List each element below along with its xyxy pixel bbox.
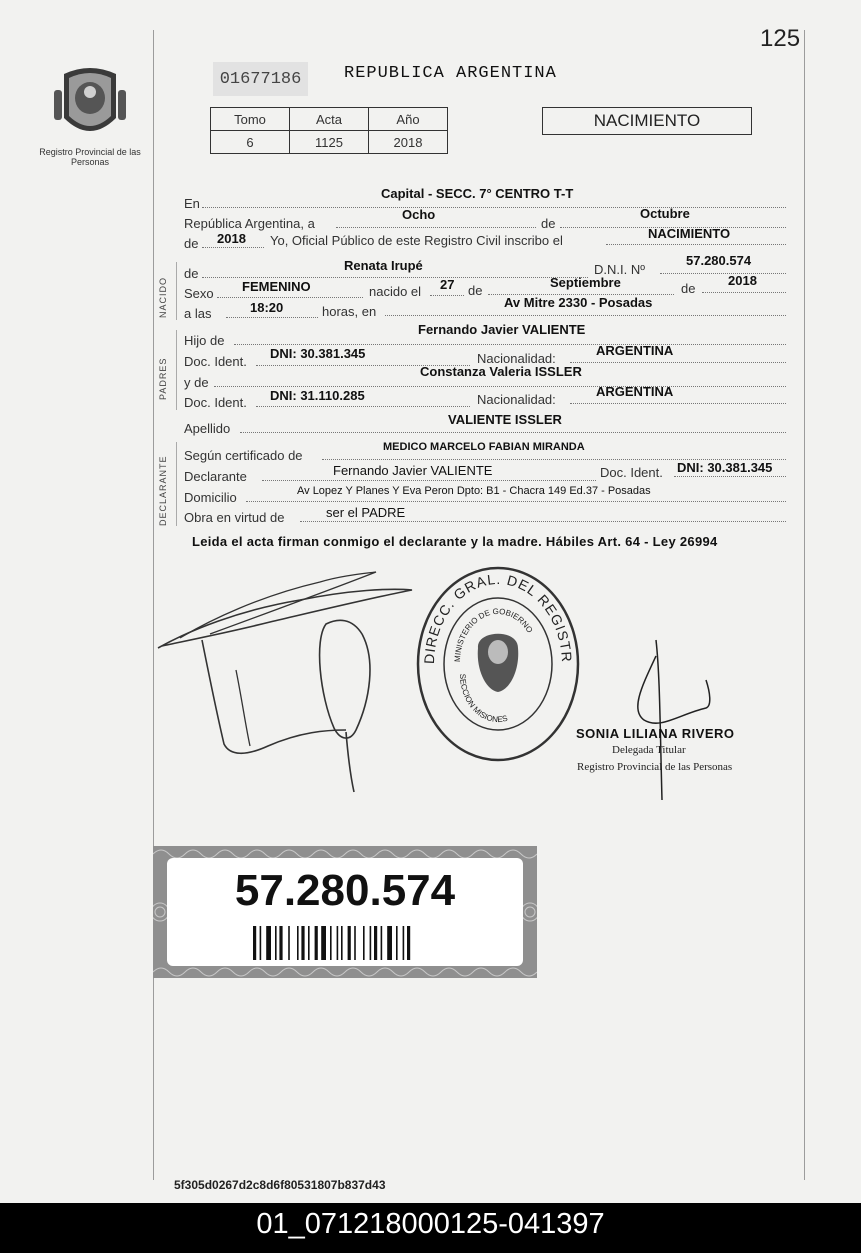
registrar-org: Registro Provincial de las Personas <box>577 761 733 773</box>
label-republica: República Argentina, a <box>184 216 315 231</box>
value-sexo: FEMENINO <box>242 279 311 294</box>
label-domicilio: Domicilio <box>184 490 237 505</box>
label-segun-certificado: Según certificado de <box>184 448 303 463</box>
value-mes-nacimiento: Septiembre <box>550 275 621 290</box>
record-table-header: Año <box>369 108 448 131</box>
label-de: de <box>184 266 199 281</box>
section-bracket <box>176 262 177 320</box>
value-madre-doc: DNI: 31.110.285 <box>270 388 365 403</box>
value-mes: Octubre <box>640 206 690 221</box>
dotted-line <box>430 295 464 296</box>
value-lugar: Capital - SECC. 7° CENTRO T-T <box>381 186 574 201</box>
dotted-line <box>226 317 318 318</box>
value-anio: 2018 <box>217 231 246 246</box>
seal-inner-top-text: MINISTERIO DE GOBIERNO <box>452 606 535 663</box>
label-de: de <box>468 283 483 298</box>
declarant-signature <box>150 560 450 800</box>
value-madre: Constanza Valeria ISSLER <box>420 364 582 379</box>
value-certificado: MEDICO MARCELO FABIAN MIRANDA <box>383 441 585 453</box>
dotted-line <box>570 362 786 363</box>
dotted-line <box>570 403 786 404</box>
record-type-box: NACIMIENTO <box>542 107 752 135</box>
dni-card-number: 57.280.574 <box>234 866 456 915</box>
dotted-line <box>217 297 363 298</box>
label-horas-en: horas, en <box>322 304 377 319</box>
dotted-line <box>214 386 786 387</box>
section-bracket <box>176 442 177 526</box>
value-padre: Fernando Javier VALIENTE <box>418 322 586 337</box>
barcode <box>253 926 459 960</box>
footer-code: 01_071218000125-041397 <box>256 1208 605 1240</box>
record-table-header: Tomo <box>211 108 290 131</box>
value-dia: Ocho <box>402 207 436 222</box>
dotted-line <box>246 501 786 502</box>
registrar-name: SONIA LILIANA RIVERO <box>576 726 735 741</box>
label-en: En <box>184 196 200 211</box>
seal-outer-text: DIRECC. GRAL. DEL REGISTR <box>420 570 576 665</box>
section-label-declarante: DECLARANTE <box>158 455 168 526</box>
value-apellido: VALIENTE ISSLER <box>448 412 562 427</box>
record-table-cell: 1125 <box>290 131 369 154</box>
label-de: de <box>184 236 199 251</box>
dotted-line <box>202 277 588 278</box>
country-title: REPUBLICA ARGENTINA <box>344 64 557 83</box>
label-hijo-de: Hijo de <box>184 333 225 348</box>
official-seal <box>416 566 580 762</box>
dotted-line <box>336 227 536 228</box>
dotted-line <box>256 406 470 407</box>
label-dni: D.N.I. Nº <box>594 262 645 277</box>
dotted-line <box>660 273 786 274</box>
dotted-line <box>234 344 786 345</box>
value-lugar-nacimiento: Av Mitre 2330 - Posadas <box>504 295 653 310</box>
label-declarante: Declarante <box>184 469 247 484</box>
value-nombre: Renata Irupé <box>344 258 423 273</box>
value-virtud: ser el PADRE <box>326 505 406 520</box>
label-a-las: a las <box>184 306 212 321</box>
value-dia-nacimiento: 27 <box>440 277 455 292</box>
value-padre-nacionalidad: ARGENTINA <box>596 343 674 358</box>
registrar-signature <box>620 636 720 800</box>
label-doc-ident: Doc. Ident. <box>600 465 663 480</box>
label-sexo: Sexo <box>184 286 214 301</box>
dotted-line <box>674 476 786 477</box>
dotted-line <box>202 247 264 248</box>
label-apellido: Apellido <box>184 421 231 436</box>
dotted-line <box>202 207 786 208</box>
label-de: de <box>681 281 696 296</box>
label-nacido-el: nacido el <box>369 284 422 299</box>
dni-barcode-card <box>153 846 537 978</box>
registrar-role: Delegada Titular <box>612 744 686 756</box>
dotted-line <box>262 480 596 481</box>
value-padre-doc: DNI: 30.381.345 <box>270 346 366 361</box>
label-nacionalidad: Nacionalidad: <box>477 351 556 366</box>
serial-number: 01677186 <box>213 62 308 96</box>
value-hora: 18:20 <box>250 300 284 315</box>
dni-card-panel <box>167 858 523 966</box>
dotted-line <box>385 315 786 316</box>
label-nacionalidad: Nacionalidad: <box>477 392 556 407</box>
record-table-cell: 2018 <box>369 131 448 154</box>
dotted-line <box>300 521 786 522</box>
label-doc-ident: Doc. Ident. <box>184 395 247 410</box>
record-table-cell: 6 <box>211 131 290 154</box>
dotted-line <box>606 244 786 245</box>
dotted-line <box>702 292 786 293</box>
section-bracket <box>176 330 177 410</box>
value-declarante-doc: DNI: 30.381.345 <box>677 460 773 475</box>
provincial-crest-icon <box>54 62 126 144</box>
logo-caption: Registro Provincial de las Personas <box>39 147 141 167</box>
value-tipo-inscripcion: NACIMIENTO <box>648 226 731 241</box>
record-table-header: Acta <box>290 108 369 131</box>
label-obra-en-virtud: Obra en virtud de <box>184 510 285 525</box>
page-number: 125 <box>760 25 801 52</box>
section-label-padres: PADRES <box>158 357 168 400</box>
seal-inner-bottom-text: SECCION MISIONES <box>457 673 509 725</box>
dotted-line <box>240 432 786 433</box>
value-anio-nacimiento: 2018 <box>728 273 757 288</box>
right-margin-line <box>804 30 805 1180</box>
document-hash: 5f305d0267d2c8d6f80531807b837d43 <box>174 1178 386 1192</box>
label-doc-ident: Doc. Ident. <box>184 354 247 369</box>
label-y-de: y de <box>184 375 209 390</box>
label-de: de <box>541 216 556 231</box>
value-domicilio: Av Lopez Y Planes Y Eva Peron Dpto: B1 - Chacra 149 Ed.37 - Posadas <box>297 485 651 497</box>
value-madre-nacionalidad: ARGENTINA <box>596 384 674 399</box>
footer-bar <box>0 1203 861 1253</box>
value-dni: 57.280.574 <box>686 253 752 268</box>
section-label-nacido: NACIDO <box>158 276 168 318</box>
closing-text: Leida el acta firman conmigo el declarante y la madre. Hábiles Art. 64 - Ley 26994 <box>192 534 718 549</box>
record-table <box>210 107 448 154</box>
label-yo-oficial: Yo, Oficial Público de este Registro Civil inscribo el <box>270 233 563 248</box>
value-declarante: Fernando Javier VALIENTE <box>333 463 493 478</box>
